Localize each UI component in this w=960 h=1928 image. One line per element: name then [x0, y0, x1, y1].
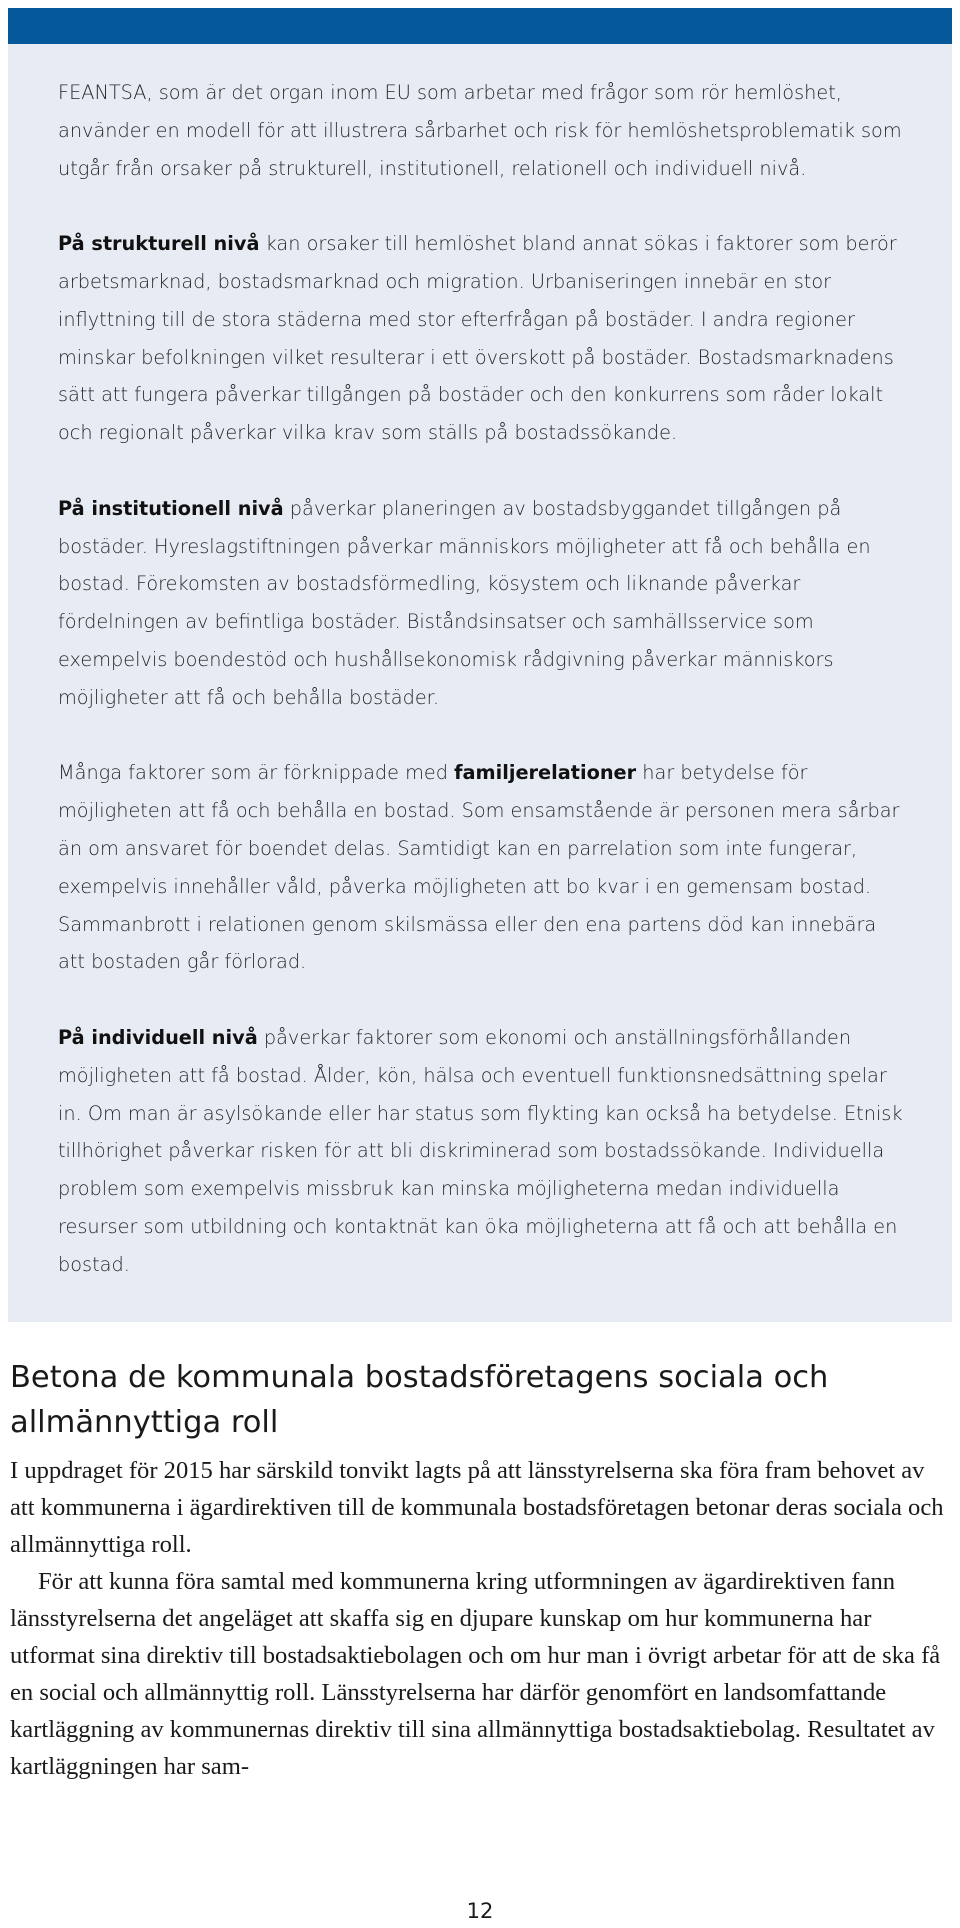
fact-box	[8, 44, 952, 1322]
institutional-lead: På institutionell nivå	[58, 496, 284, 520]
relational-paragraph	[58, 754, 903, 981]
relational-bold-term: familjerelationer	[454, 761, 637, 785]
top-color-bar	[8, 8, 952, 44]
page-number: 12	[466, 1899, 494, 1923]
relational-text-after: har betydelse för möjligheten att få och behålla en bostad. Som ensamstående är personen mera sårbar än om ansvaret för boendet delas. Samtidigt kan en parrelation som inte fungerar, exempelvis innehåller våld, påverka möjligheten att bo kvar i en gemensam bostad. Sammanbrott i relationen genom skilsmässa eller den ena partens död kan innebära att bostaden går förlorad.	[58, 761, 900, 974]
section-paragraph-1: I uppdraget för 2015 har särskild tonvikt lagts på att länsstyrelserna ska föra fram behovet av att kommunerna i ägardirektiven till de kommunala bostadsföretagen betonar deras sociala och allmännyttiga roll.	[10, 1457, 944, 1558]
structural-text: kan orsaker till hemlöshet bland annat sökas i faktorer som berör arbetsmarknad, bostadsmarknad och migration. Urbaniseringen innebär en stor inflyttning till de stora städerna med stor efterfrågan på bostäder. I andra regioner minskar befolkningen vilket resulterar i ett överskott på bostäder. Bostadsmarknadens sätt att fungera påverkar tillgången på bostäder och den konkurrens som råder lokalt och regionalt påverkar vilka krav som ställs på bostadssökande.	[58, 232, 897, 445]
relational-text-before: Många faktorer som är förknippade med	[58, 761, 455, 785]
institutional-paragraph	[58, 490, 903, 717]
individual-paragraph	[58, 1019, 903, 1284]
structural-lead: På strukturell nivå	[58, 232, 260, 256]
fact-intro-paragraph: FEANTSA, som är det organ inom EU som arbetar med frågor som rör hemlöshet, använder en modell för att illustrera sårbarhet och risk för hemlöshetsproblematik som utgår från orsaker på strukturell, institutionell, relationell och individuell nivå.	[58, 81, 902, 180]
section-paragraph-2: För att kunna föra samtal med kommunerna kring utformningen av ägardirektiven fann länsstyrelserna det angeläget att skaffa sig en djupare kunskap om hur kommunerna har utformat sina direktiv till bostadsaktiebolagen och om hur man i övrigt arbetar för att de ska få en social och allmännyttig roll. Länsstyrelserna har därför genomfört en landsomfattande kartläggning av kommunernas direktiv till sina allmännyttiga bostadsaktiebolag. Resultatet av kartläggningen har sam-	[10, 1568, 941, 1780]
section-heading: Betona de kommunala bostadsföretagens sociala och allmännyttiga roll	[10, 1360, 829, 1440]
individual-lead: På individuell nivå	[58, 1025, 258, 1049]
fact-box-content	[58, 74, 903, 1284]
section-body	[10, 1452, 945, 1785]
structural-paragraph	[58, 225, 903, 452]
institutional-text: påverkar planeringen av bostadsbyggandet tillgången på bostäder. Hyreslagstiftningen påverkar människors möjligheter att få och behålla en bostad. Förekomsten av bostadsförmedling, kösystem och liknande påverkar fördelningen av befintliga bostäder. Biståndsinsatser och samhällsservice som exempelvis boendestöd och hushållsekonomisk rådgivning påverkar människors möjligheter att få och behålla bostäder.	[58, 496, 871, 709]
individual-text: påverkar faktorer som ekonomi och anställningsförhållanden möjligheten att få bostad. Ålder, kön, hälsa och eventuell funktionsnedsättning spelar in. Om man är asylsökande eller har status som flykting kan också ha betydelse. Etnisk tillhörighet påverkar risken för att bli diskriminerad som bostadssökande. Individuella problem som exempelvis missbruk kan minska möjligheterna medan individuella resurser som utbildning och kontaktnät kan öka möjligheterna att få och att behålla en bostad.	[58, 1025, 903, 1276]
